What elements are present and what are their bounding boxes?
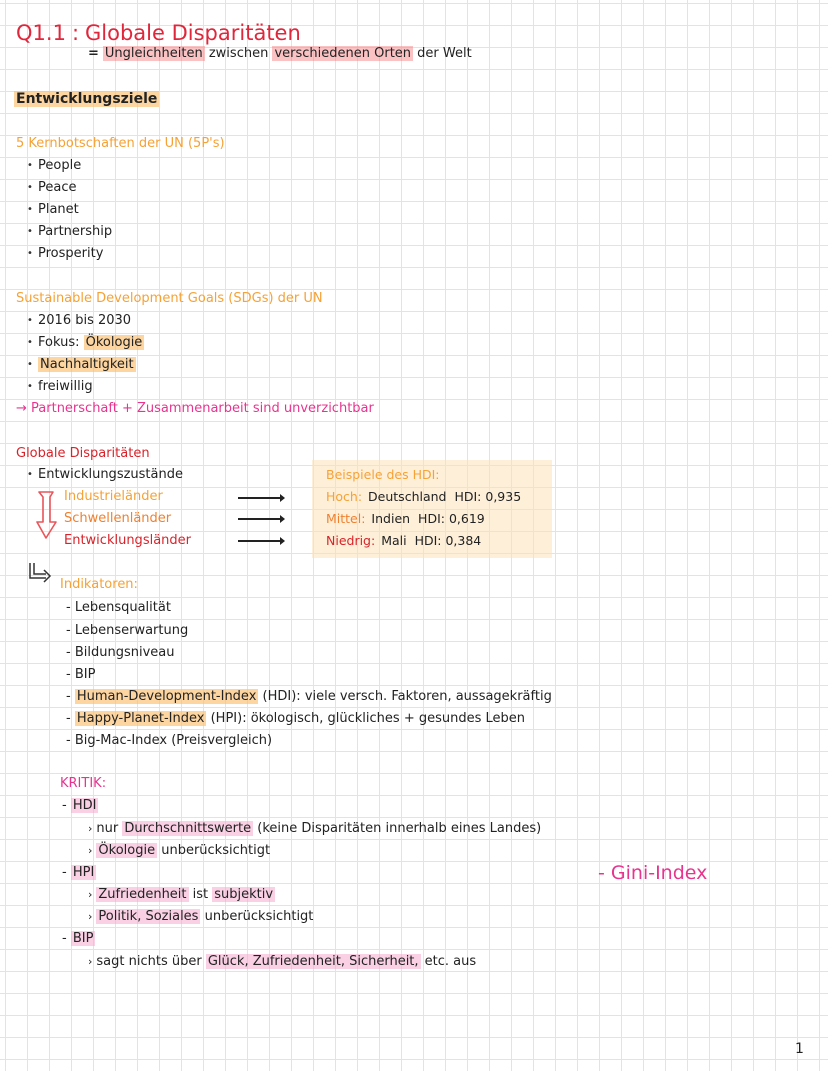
bullet-dot: • (27, 204, 33, 215)
kritik-point (88, 886, 275, 904)
indikator-item: - Lebensqualität (66, 600, 171, 615)
kritik-point (88, 842, 270, 860)
list-item: freiwillig (38, 379, 93, 394)
bullet-dot: • (27, 182, 33, 193)
hdi-level: Mittel: (326, 511, 366, 526)
chevron-right-icon: › (88, 844, 93, 857)
down-arrow-icon (36, 490, 58, 542)
chevron-right-icon: › (88, 888, 93, 901)
hdi-level: Niedrig: (326, 533, 376, 548)
disparitaeten-heading: Globale Disparitäten (16, 446, 150, 461)
bullet-dot: • (27, 160, 33, 171)
list-item: Planet (38, 202, 79, 217)
list-item: Peace (38, 180, 77, 195)
level-industrie: Industrieländer (64, 489, 163, 504)
list-item: People (38, 158, 82, 173)
list-item: 2016 bis 2030 (38, 313, 132, 328)
hdi-name: Human-Development-Index (76, 689, 257, 704)
text: (keine Disparitäten innerhalb eines Landes) (253, 821, 542, 836)
turn-arrow-icon (26, 562, 52, 584)
kritik-point (88, 953, 476, 971)
section-heading-entwicklungsziele (14, 90, 159, 108)
title-colon: : (71, 21, 80, 45)
list-item (38, 356, 136, 374)
hdi-value: HDI: 0,619 (418, 511, 485, 526)
highlight: subjektiv (214, 887, 274, 902)
indikatoren-heading: Indikatoren: (60, 577, 138, 592)
hdi-row (326, 488, 521, 506)
kritik-point (88, 820, 541, 838)
title-number: Q1.1 (16, 21, 66, 45)
hdi-description: (HDI): viele versch. Faktoren, aussagekräftig (258, 689, 552, 704)
bullet-dot: • (27, 248, 33, 259)
hdi-value: HDI: 0,384 (414, 533, 482, 548)
kritik-heading: KRITIK: (60, 776, 107, 791)
hdi-country: Deutschland (368, 489, 447, 504)
highlight: Durchschnittswerte (124, 821, 252, 836)
hpi-name: Happy-Planet-Index (76, 711, 205, 726)
hdi-value: HDI: 0,935 (454, 489, 522, 504)
kritik-point (88, 908, 313, 926)
sdgs-nachhaltigkeit: Nachhaltigkeit (40, 357, 134, 372)
text: sagt nichts über (96, 954, 206, 969)
page-number: 1 (795, 1041, 804, 1057)
right-arrow-icon (238, 518, 282, 520)
hdi-country: Indien (371, 511, 411, 526)
bullet-dot: • (27, 337, 33, 348)
highlight: Ökologie (98, 843, 156, 858)
text: ist (188, 887, 213, 902)
list-item (38, 334, 144, 352)
bullet-dot: • (27, 469, 33, 480)
chevron-right-icon: › (88, 822, 93, 835)
sdgs-focus-value: Ökologie (85, 335, 143, 350)
indikator-item: - Lebenserwartung (66, 623, 189, 638)
highlight: Glück, Zufriedenheit, Sicherheit, (207, 954, 419, 969)
hdi-row (326, 510, 485, 528)
level-schwellen: Schwellenländer (64, 511, 172, 526)
dash: - (66, 711, 75, 726)
text: etc. aus (420, 954, 477, 969)
indikator-item (66, 688, 552, 706)
highlight: Politik, Soziales (98, 909, 199, 924)
indikator-item: - BIP (66, 667, 96, 682)
dash: - (66, 689, 75, 704)
sdgs-heading: Sustainable Development Goals (SDGs) der UN (16, 291, 323, 306)
chevron-right-icon: › (88, 955, 93, 968)
list-item: Prosperity (38, 246, 104, 261)
kritik-bip-label: BIP (72, 931, 94, 946)
gini-index-note: - Gini-Index (598, 862, 708, 884)
page-title (16, 20, 301, 46)
kritik-hpi-label: HPI (72, 865, 95, 880)
definition-mid: zwischen (204, 46, 273, 61)
kritik-bip: - BIP (62, 931, 94, 946)
text: unberücksichtigt (157, 843, 271, 858)
highlight: Zufriedenheit (98, 887, 187, 902)
title-text: Globale Disparitäten (85, 21, 301, 45)
right-arrow-icon (238, 540, 282, 542)
text: unberücksichtigt (200, 909, 314, 924)
definition-highlight-1: Ungleichheiten (104, 46, 203, 61)
indikator-item: - Bildungsniveau (66, 645, 175, 660)
sdgs-focus-label: Fokus: (38, 335, 84, 350)
bullet-dot: • (27, 315, 33, 326)
chevron-right-icon: › (88, 910, 93, 923)
indikator-item: - Big-Mac-Index (Preisvergleich) (66, 733, 273, 748)
hpi-description: (HPI): ökologisch, glückliches + gesundes Leben (206, 711, 526, 726)
definition-end: der Welt (413, 46, 472, 61)
level-entwicklung: Entwicklungsländer (64, 533, 191, 548)
hdi-examples-title: Beispiele des HDI: (326, 467, 440, 482)
definition-equals: = (88, 46, 99, 61)
right-arrow-icon (238, 497, 282, 499)
entwicklungszustaende-label: Entwicklungszustände (38, 467, 183, 482)
entwicklungsziele-heading: Entwicklungsziele (16, 91, 158, 107)
list-item: Partnership (38, 224, 113, 239)
hdi-row (326, 532, 481, 550)
definition-highlight-2: verschiedenen Orten (274, 46, 412, 61)
sdgs-conclusion: → Partnerschaft + Zusammenarbeit sind unverzichtbar (16, 401, 374, 416)
bullet-dot: • (27, 226, 33, 237)
kritik-hpi: - HPI (62, 865, 95, 880)
kritik-hdi-label: HDI (72, 798, 97, 813)
bullet-dot: • (27, 381, 33, 392)
indikator-item (66, 710, 525, 728)
hdi-country: Mali (381, 533, 407, 548)
definition-line (88, 45, 472, 63)
text: nur (96, 821, 123, 836)
bullet-dot: • (27, 359, 33, 370)
kernbotschaften-heading: 5 Kernbotschaften der UN (5P's) (16, 136, 225, 151)
hdi-level: Hoch: (326, 489, 363, 504)
kritik-hdi: - HDI (62, 798, 97, 813)
